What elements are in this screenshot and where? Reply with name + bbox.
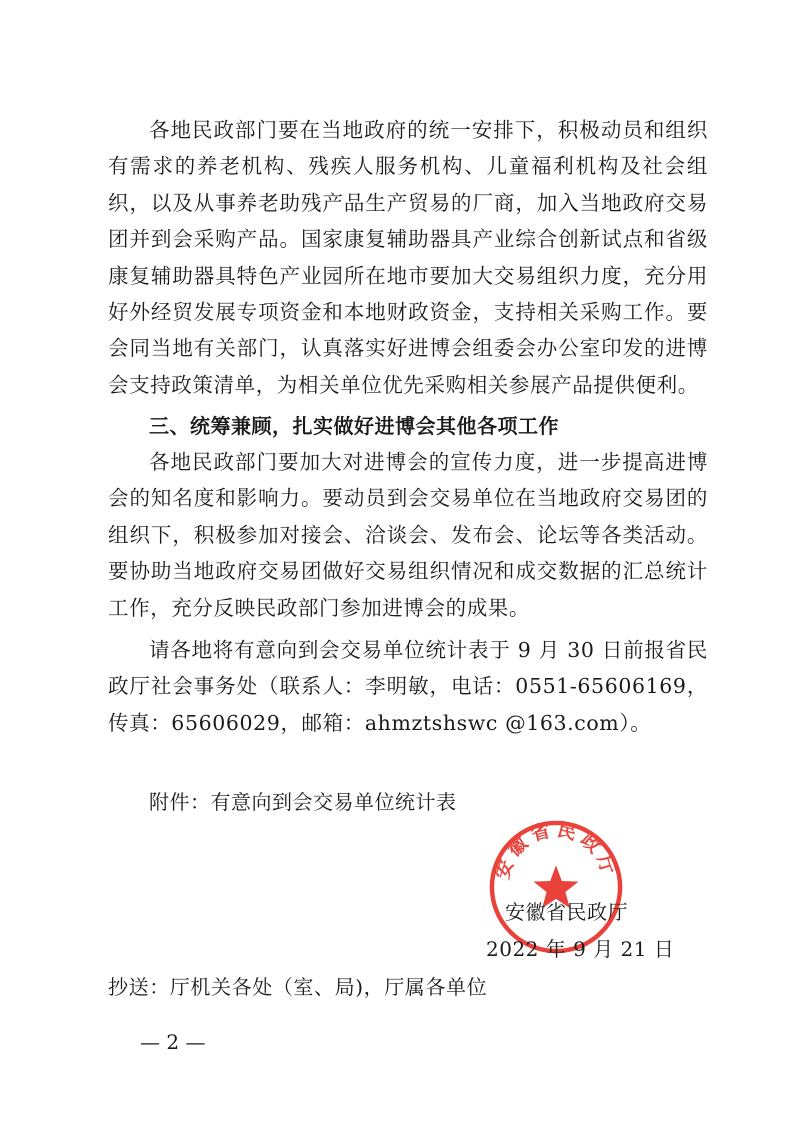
page-number: — 2 — [140,1030,206,1054]
body-paragraph-contact: 请各地将有意向到会交易单位统计表于 9 月 30 日前报省民政厅社会事务处（联系人：李明敏，电话：0551-65606169，传真：65606029，邮箱：ahmztshswc @163.com）。 [108,638,708,735]
section-heading-3: 三、统筹兼顾，扎实做好进博会其他各项工作 [149,414,559,438]
issue-date: 2022 年 9 月 21 日 [486,937,675,961]
attachment-line: 附件：有意向到会交易单位统计表 [149,790,457,814]
issuer-signature: 安徽省民政厅 [505,900,628,924]
svg-text:安徽省民政厅: 安徽省民政厅 [492,819,620,882]
body-paragraph-publicity: 各地民政部门要加大对进博会的宣传力度，进一步提高进博会的知名度和影响力。要动员到会交易单位在当地政府交易团的组织下，积极参加对接会、洽谈会、发布会、论坛等各类活动。要协助当地政府交易团做好交易组织情况和成交数据的汇总统计工作，充分反映民政部门参加进博会的成果。 [108,450,708,620]
body-paragraph-procurement: 各地民政部门要在当地政府的统一安排下，积极动员和组织有需求的养老机构、残疾人服务机构、儿童福利机构及社会组织，以及从事养老助残产品生产贸易的厂商，加入当地政府交易团并到会采购产品。国家康复辅助器具产业综合创新试点和省级康复辅助器具特色产业园所在地市要加大交易组织力度，充分用好外经贸发展专项资金和本地财政资金，支持相关采购工作。要会同当地有关部门，认真落实好进博会组委会办公室印发的进博会支持政策清单，为相关单位优先采购相关参展产品提供便利。 [108,118,708,397]
cc-distribution-line: 抄送：厅机关各处（室、局)，厅属各单位 [108,975,488,999]
